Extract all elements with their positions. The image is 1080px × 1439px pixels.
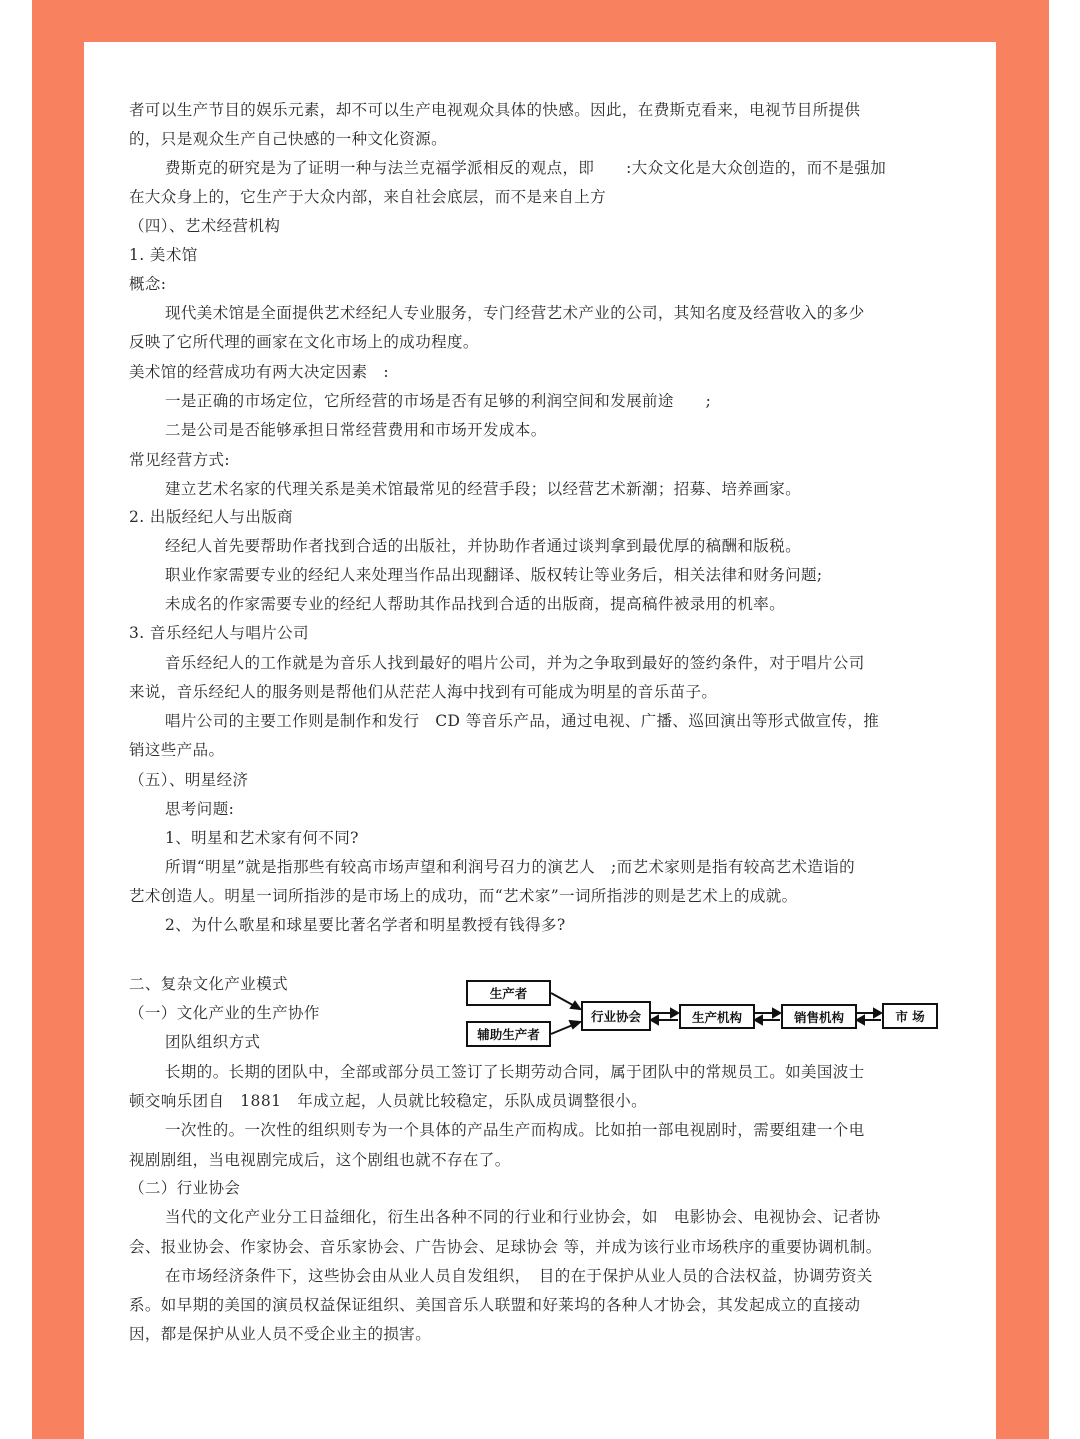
text-line: 长期的。长期的团队中，全部或部分员工签订了长期劳动合同，属于团队中的常规员工。如美国波士: [165, 1063, 865, 1081]
text-line: 艺术创造人。明星一词所指涉的是市场上的成功，而“艺术家”一词所指涉的则是艺术上的成就。: [129, 887, 798, 905]
text-line: 来说，音乐经纪人的服务则是帮他们从茫茫人海中找到有可能成为明星的音乐苗子。: [129, 683, 718, 701]
diagram-box-assist-producer: 辅助生产者: [466, 1021, 551, 1047]
text-line: 因，都是保护从业人员不受企业主的损害。: [129, 1325, 432, 1343]
text-line: 概念:: [129, 275, 167, 293]
text-line: 建立艺术名家的代理关系是美术馆最常见的经营手段；以经营艺术新潮；招募、培养画家。: [165, 480, 802, 498]
text-line: 反映了它所代理的画家在文化市场上的成功程度。: [129, 333, 479, 351]
diagram-box-sales: 销售机构: [781, 1004, 857, 1029]
subsection-heading: 2. 出版经纪人与出版商: [129, 508, 294, 526]
text-line: 美术馆的经营成功有两大决定因素 :: [129, 363, 390, 381]
text-line: 会、报业协会、作家协会、音乐家协会、广告协会、足球协会 等，并成为该行业市场秩序的重要协调机制。: [129, 1238, 882, 1256]
text-line: 音乐经纪人的工作就是为音乐人找到最好的唱片公司，并为之争取到最好的签约条件，对于唱片公司: [165, 654, 865, 672]
section-heading: 二、复杂文化产业模式: [129, 975, 289, 993]
text-line: 团队组织方式: [165, 1033, 261, 1051]
text-line: 费斯克的研究是为了证明一种与法兰克福学派相反的观点，即 :大众文化是大众创造的，而不是强加: [165, 159, 887, 177]
subsection-heading: （一）文化产业的生产协作: [129, 1004, 320, 1022]
text-line: 在市场经济条件下，这些协会由从业人员自发组织， 目的在于保护从业人员的合法权益，协调劳资关: [165, 1267, 873, 1285]
diagram-box-producer: 生产者: [466, 980, 551, 1006]
section-heading: （四）、艺术经营机构: [129, 217, 281, 235]
text-line: 的，只是观众生产自己快感的一种文化资源。: [129, 130, 448, 148]
text-line: 唱片公司的主要工作则是制作和发行 CD 等音乐产品，通过电视、广播、巡回演出等形式做宣传，推: [165, 712, 880, 730]
text-line: 未成名的作家需要专业的经纪人帮助其作品找到合适的出版商，提高稿件被录用的机率。: [165, 595, 786, 613]
text-line: 当代的文化产业分工日益细化，衍生出各种不同的行业和行业协会，如 电影协会、电视协会、记者协: [165, 1208, 881, 1226]
diagram-box-association: 行业协会: [581, 1001, 651, 1031]
text-line: 常见经营方式:: [129, 451, 231, 469]
section-heading: （五）、明星经济: [129, 771, 249, 789]
text-line: 所谓“明星”就是指那些有较高市场声望和利润号召力的演艺人 ;而艺术家则是指有较高艺术造诣的: [165, 858, 856, 876]
subsection-heading: （二）行业协会: [129, 1179, 241, 1197]
diagram-box-production: 生产机构: [679, 1004, 755, 1029]
subsection-heading: 3. 音乐经纪人与唱片公司: [129, 624, 309, 642]
text-line: 职业作家需要专业的经纪人来处理当作品出现翻译、版权转让等业务后，相关法律和财务问题;: [165, 566, 823, 584]
text-line: 二是公司是否能够承担日常经营费用和市场开发成本。: [165, 421, 547, 439]
text-line: 现代美术馆是全面提供艺术经纪人专业服务，专门经营艺术产业的公司，其知名度及经营收入的多少: [165, 304, 865, 322]
diagram-box-market: 市 场: [882, 1003, 938, 1029]
text-line: 者可以生产节目的娱乐元素，却不可以生产电视观众具体的快感。因此，在费斯克看来，电视节目所提供: [129, 101, 861, 119]
text-line: 视剧剧组，当电视剧完成后，这个剧组也就不存在了。: [129, 1151, 511, 1169]
text-line: 在大众身上的，它生产于大众内部，来自社会底层，而不是来自上方: [129, 188, 607, 206]
text-line: 一次性的。一次性的组织则专为一个具体的产品生产而构成。比如拍一部电视剧时，需要组建一个电: [165, 1121, 865, 1139]
text-line: 2、为什么歌星和球星要比著名学者和明星教授有钱得多?: [165, 916, 566, 934]
text-line: 销这些产品。: [129, 741, 225, 759]
text-line: 一是正确的市场定位，它所经营的市场是否有足够的利润空间和发展前途 ;: [165, 392, 712, 410]
text-line: 思考问题:: [165, 800, 235, 818]
subsection-heading: 1. 美术馆: [129, 246, 198, 264]
text-line: 顿交响乐团自 1881 年成立起，人员就比较稳定，乐队成员调整很小。: [129, 1092, 648, 1110]
text-line: 经纪人首先要帮助作者找到合适的出版社，并协助作者通过谈判拿到最优厚的稿酬和版税。: [165, 537, 802, 555]
text-line: 系。如早期的美国的演员权益保证组织、美国音乐人联盟和好莱坞的各种人才协会，其发起成立的直接动: [129, 1296, 861, 1314]
text-line: 1、明星和艺术家有何不同?: [165, 829, 359, 847]
